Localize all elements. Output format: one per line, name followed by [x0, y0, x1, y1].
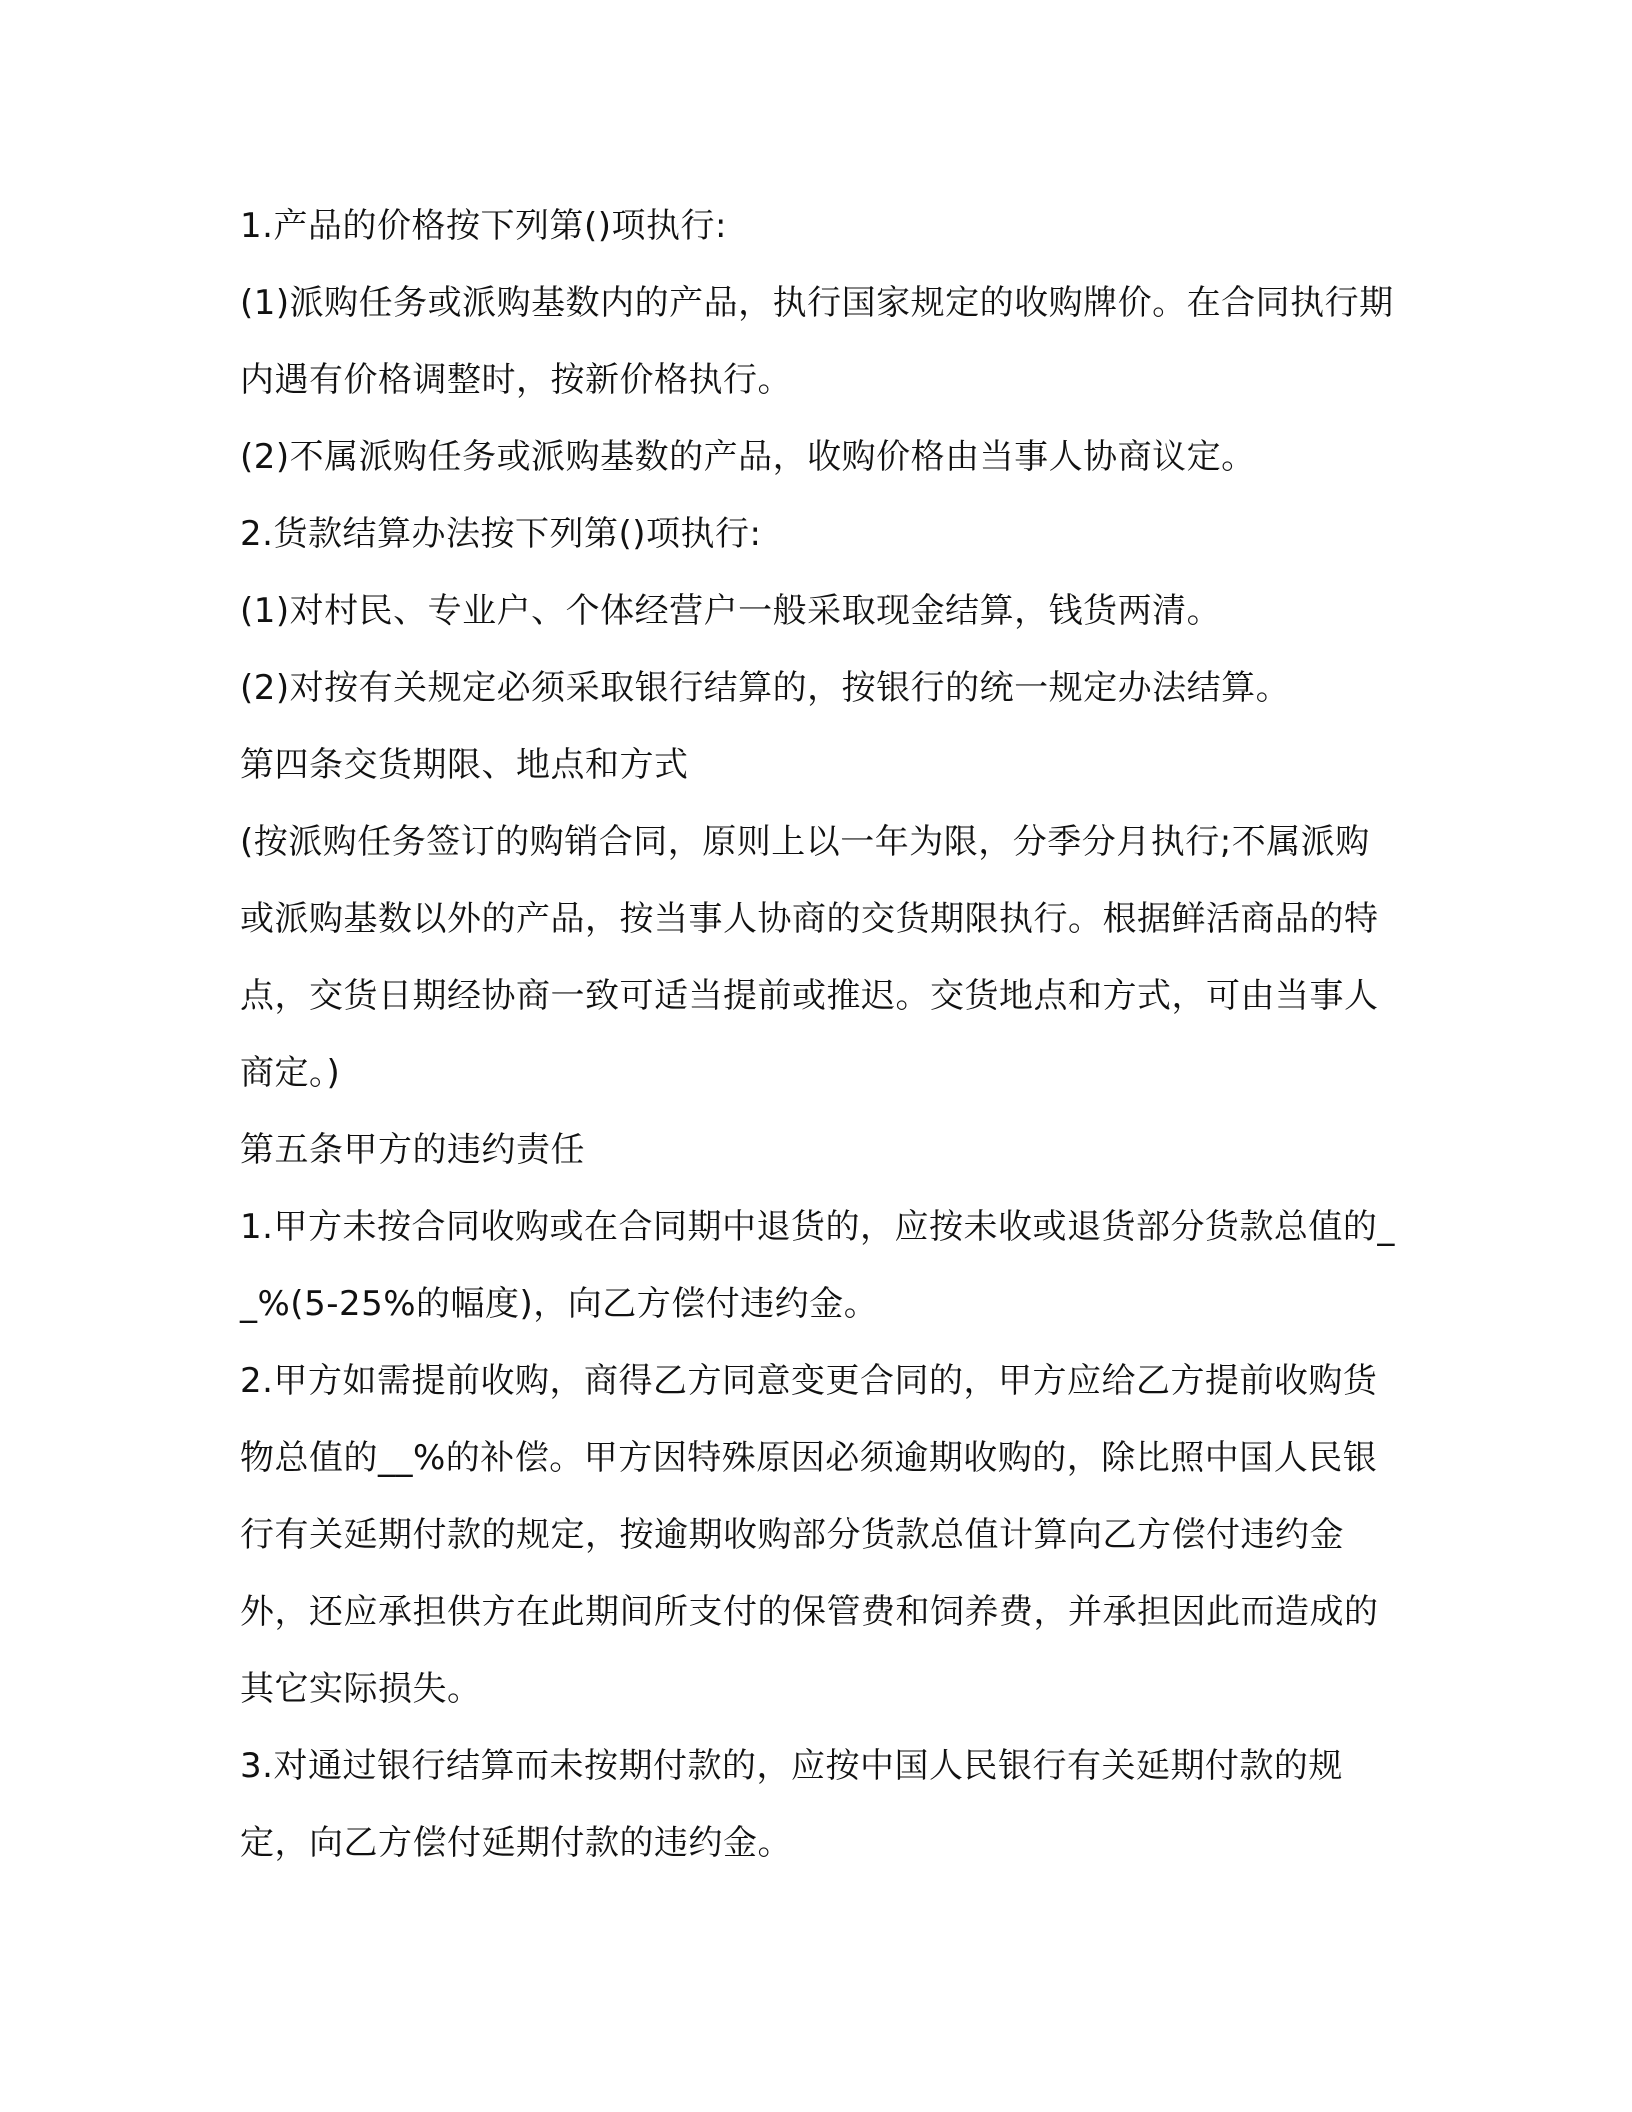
- paragraph-price-option-2: (2)不属派购任务或派购基数的产品，收购价格由当事人协商议定。: [240, 437, 1256, 477]
- paragraph-liability-1: 1.甲方未按合同收购或在合同期中退货的，应按未收或退货部分货款总值的__%(5-25%的幅度)，向乙方偿付违约金。: [240, 1207, 1395, 1324]
- paragraph-liability-3: 3.对通过银行结算而未按期付款的，应按中国人民银行有关延期付款的规定，向乙方偿付延期付款的违约金。: [240, 1746, 1343, 1863]
- document-body: [240, 188, 1400, 1882]
- paragraph-price-option-1: (1)派购任务或派购基数内的产品，执行国家规定的收购牌价。在合同执行期内遇有价格调整时，按新价格执行。: [240, 283, 1394, 400]
- heading-article-4: 第四条交货期限、地点和方式: [240, 745, 689, 785]
- paragraph-settlement-option-2: (2)对按有关规定必须采取银行结算的，按银行的统一规定办法结算。: [240, 668, 1291, 708]
- paragraph-price-clause: 1.产品的价格按下列第()项执行:: [240, 206, 727, 246]
- paragraph-delivery-terms: (按派购任务签订的购销合同，原则上以一年为限，分季分月执行;不属派购或派购基数以外的产品，按当事人协商的交货期限执行。根据鲜活商品的特点，交货日期经协商一致可适当提前或推迟。交货地点和方式，可由当事人商定。): [240, 822, 1379, 1093]
- paragraph-liability-2: 2.甲方如需提前收购，商得乙方同意变更合同的，甲方应给乙方提前收购货物总值的__%的补偿。甲方因特殊原因必须逾期收购的，除比照中国人民银行有关延期付款的规定，按逾期收购部分货款总值计算向乙方偿付违约金外，还应承担供方在此期间所支付的保管费和饲养费，并承担因此而造成的其它实际损失。: [240, 1361, 1379, 1709]
- paragraph-settlement-clause: 2.货款结算办法按下列第()项执行:: [240, 514, 762, 554]
- paragraph-settlement-option-1: (1)对村民、专业户、个体经营户一般采取现金结算，钱货两清。: [240, 591, 1222, 631]
- heading-article-5: 第五条甲方的违约责任: [240, 1130, 585, 1170]
